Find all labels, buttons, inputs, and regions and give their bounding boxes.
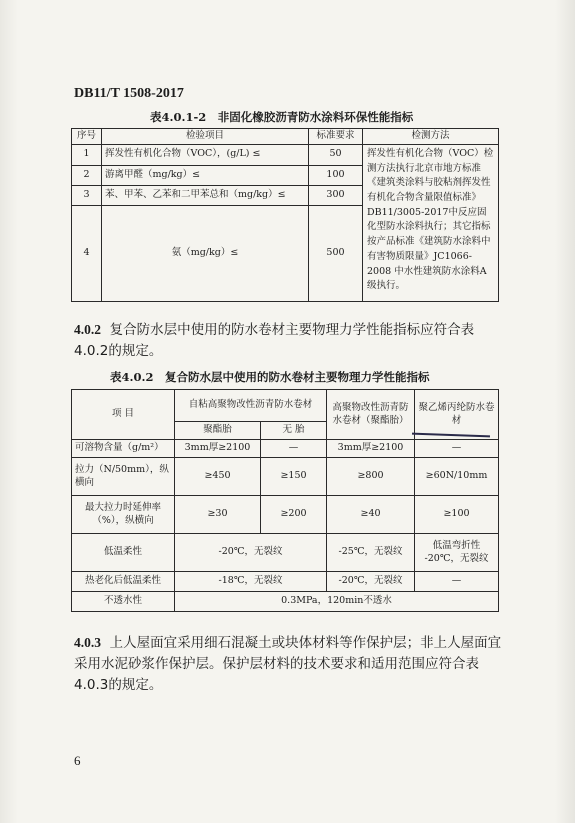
test-item: 苯、甲苯、乙苯和二甲苯总和（mg/kg）≤	[102, 185, 309, 205]
row-number: 4	[72, 205, 102, 301]
header-polymer-modified: 高聚物改性沥青防水卷材（聚酯胎）	[327, 390, 415, 440]
value-cell: -20℃，无裂纹	[327, 572, 415, 592]
value-cell: -18℃，无裂纹	[175, 572, 327, 592]
page-number: 6	[74, 753, 81, 768]
table2-title: 表4.0.2 复合防水层中使用的防水卷材主要物理力学性能指标	[110, 370, 430, 384]
membrane-properties-table	[71, 389, 499, 612]
table-row	[72, 144, 499, 165]
property-label: 可溶物含量（g/m²）	[72, 440, 175, 458]
row-number: 1	[72, 144, 102, 165]
table-row	[72, 534, 499, 572]
value-cell: ≥40	[327, 496, 415, 534]
header-item: 项 目	[72, 390, 175, 440]
table-row	[72, 440, 499, 458]
env-performance-table	[71, 128, 499, 302]
value-cell: ≥450	[175, 458, 261, 496]
subheader-polyester: 聚酯胎	[175, 422, 261, 440]
clause-4-0-2	[74, 320, 506, 362]
header-cell: 检测方法	[363, 129, 499, 145]
clause-4-0-3	[74, 633, 506, 696]
table-header-row	[72, 129, 499, 145]
header-cell: 序号	[72, 129, 102, 145]
value-cell: ≥150	[261, 458, 327, 496]
requirement: 300	[309, 185, 363, 205]
clause-number: 4.0.2	[74, 322, 101, 337]
subheader-no-base: 无 胎	[261, 422, 327, 440]
value-cell: 低温弯折性 -20℃，无裂纹	[415, 534, 499, 572]
property-label: 热老化后低温柔性	[72, 572, 175, 592]
clause-text: 复合防水层中使用的防水卷材主要物理力学性能指标应符合表4.0.2的规定。	[74, 322, 475, 359]
value-cell: ≥60N/10mm	[415, 458, 499, 496]
header-self-adhesive: 自粘高聚物改性沥青防水卷材	[175, 390, 327, 422]
property-label: 拉力（N/50mm），纵横向	[72, 458, 175, 496]
table-header-row	[72, 390, 499, 422]
test-method: 挥发性有机化合物（VOC）检测方法执行北京市地方标准《建筑类涂料与胶粘剂挥发性有机化合物含量限值标准》DB11/3005-2017中反应固化型防水涂料执行；其它指标按产品标准《建筑防水涂料中有害物质限量》JC1066-2008 中水性建筑防水涂料A级执行。	[363, 144, 499, 301]
value-cell: 3mm厚≥2100	[175, 440, 261, 458]
requirement: 100	[309, 165, 363, 185]
value-cell: ≥200	[261, 496, 327, 534]
property-label: 不透水性	[72, 592, 175, 612]
row-number: 2	[72, 165, 102, 185]
clause-text: 上人屋面宜采用细石混凝土或块体材料等作保护层；非上人屋面宜采用水泥砂浆作保护层。保护层材料的技术要求和适用范围应符合表4.0.3的规定。	[74, 635, 502, 693]
requirement: 50	[309, 144, 363, 165]
property-label: 最大拉力时延伸率（%），纵横向	[72, 496, 175, 534]
value-cell: —	[415, 572, 499, 592]
test-item: 游离甲醛（mg/kg）≤	[102, 165, 309, 185]
value-cell: 0.3MPa，120min不透水	[175, 592, 499, 612]
requirement: 500	[309, 205, 363, 301]
value-cell: ≥30	[175, 496, 261, 534]
value-cell: —	[415, 440, 499, 458]
value-cell: ≥800	[327, 458, 415, 496]
value-cell: -25℃，无裂纹	[327, 534, 415, 572]
value-cell: ≥100	[415, 496, 499, 534]
test-item: 挥发性有机化合物（VOC），(g/L) ≤	[102, 144, 309, 165]
value-cell: 3mm厚≥2100	[327, 440, 415, 458]
row-number: 3	[72, 185, 102, 205]
table1-title: 表4.0.1-2 非固化橡胶沥青防水涂料环保性能指标	[150, 110, 414, 124]
table-row	[72, 592, 499, 612]
header-pe-polypropylene: 聚乙烯丙纶防水卷材	[415, 390, 499, 440]
value-cell: —	[261, 440, 327, 458]
table-row	[72, 496, 499, 534]
property-label: 低温柔性	[72, 534, 175, 572]
value-cell: -20℃，无裂纹	[175, 534, 327, 572]
header-cell: 检验项目	[102, 129, 309, 145]
table-row	[72, 458, 499, 496]
standard-code: DB11/T 1508-2017	[74, 86, 184, 101]
clause-number: 4.0.3	[74, 635, 101, 650]
header-cell: 标准要求	[309, 129, 363, 145]
test-item: 氨（mg/kg）≤	[102, 205, 309, 301]
table-row	[72, 572, 499, 592]
